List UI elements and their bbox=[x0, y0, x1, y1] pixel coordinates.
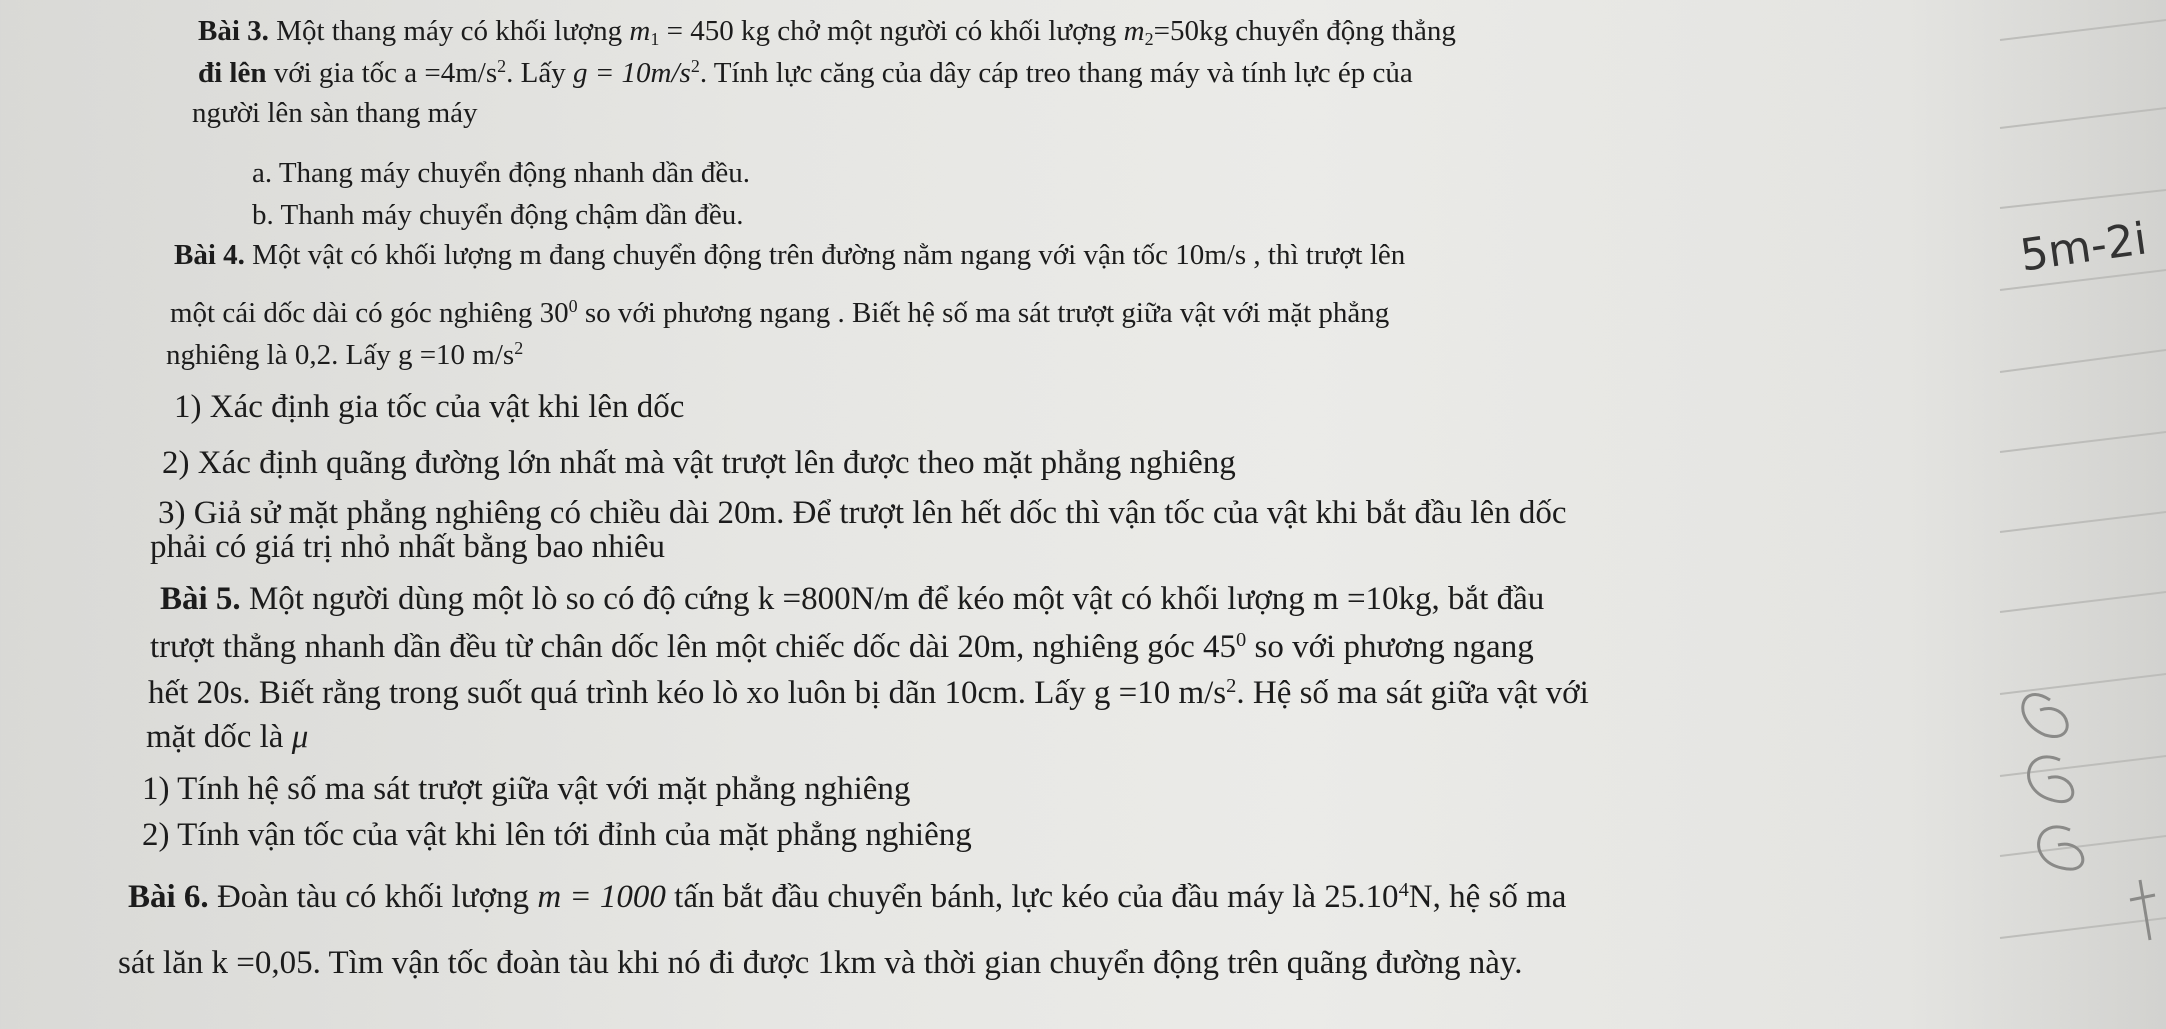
bai4-line-2: một cái dốc dài có góc nghiêng $30^0$ so với phương ngang . Biết hệ số ma sát trượt giữa vật với mặt phẳng bbox=[170, 296, 1390, 329]
bai3-line-2: đi lên với gia tốc $a =4m/s^2$. Lấy $g = 10m/s^2$. Tính lực căng của dây cáp treo thang máy và tính lực ép của bbox=[198, 56, 1413, 89]
bai5-question-2: 2) Tính vận tốc của vật khi lên tới đỉnh của mặt phẳng nghiêng bbox=[142, 817, 972, 853]
bai5-line-1: Bài 5. Một người dùng một lò so có độ cứng k =800N/m để kéo một vật có khối lượng m =10kg, bắt đầu bbox=[160, 581, 1545, 617]
mu-symbol: μ bbox=[291, 719, 309, 755]
bai6-line-2: sát lăn k =0,05. Tìm vận tốc đoàn tàu khi nó đi được 1km và thời gian chuyển động trên quãng đường này. bbox=[118, 945, 1523, 981]
bai4-title: Bài 4. bbox=[174, 239, 245, 271]
bai5-question-1: 1) Tính hệ số ma sát trượt giữa vật với mặt phẳng nghiêng bbox=[142, 771, 911, 807]
bai5-line-2: trượt thẳng nhanh dần đều từ chân dốc lên một chiếc dốc dài 20m, nghiêng góc $45^0$ so với phương ngang bbox=[150, 628, 1534, 665]
bai3-item-b: b. Thanh máy chuyển động chậm dần đều. bbox=[252, 199, 744, 231]
bai5-line-3: hết 20s. Biết rằng trong suốt quá trình kéo lò xo luôn bị dãn 10cm. Lấy g =10 $m/s^2$. Hệ số ma sát giữa vật với bbox=[148, 674, 1589, 711]
pencil-scribbles bbox=[2023, 695, 2155, 940]
bai4-question-1: 1) Xác định gia tốc của vật khi lên dốc bbox=[174, 389, 685, 425]
bai4-line-3: nghiêng là 0,2. Lấy g =10 $m/s^2$ bbox=[166, 338, 524, 371]
bai4-question-2: 2) Xác định quãng đường lớn nhất mà vật trượt lên được theo mặt phẳng nghiêng bbox=[162, 445, 1236, 481]
notebook-margin bbox=[1990, 0, 2166, 1024]
bai5-title: Bài 5. bbox=[160, 581, 241, 617]
bai6-title: Bài 6. bbox=[128, 879, 209, 915]
bai3-item-a: a. Thang máy chuyển động nhanh dần đều. bbox=[252, 157, 750, 189]
bai4-question-3b: phải có giá trị nhỏ nhất bằng bao nhiêu bbox=[150, 529, 666, 565]
bai5-line-4: mặt dốc là μ bbox=[146, 719, 309, 755]
bai3-title: Bài 3. bbox=[198, 15, 269, 47]
bai3-line-3: người lên sàn thang máy bbox=[192, 97, 478, 129]
bai4-line-1: Bài 4. Một vật có khối lượng m đang chuyển động trên đường nằm ngang với vận tốc 10m/s , thì trượt lên bbox=[174, 239, 1406, 271]
bai4-question-3a: 3) Giả sử mặt phẳng nghiêng có chiều dài 20m. Để trượt lên hết dốc thì vận tốc của vật khi bắt đầu lên dốc bbox=[158, 495, 1567, 531]
margin-lines bbox=[1990, 0, 2166, 1024]
bai6-line-1: Bài 6. Đoàn tàu có khối lượng m = 1000 tấn bắt đầu chuyển bánh, lực kéo của đầu máy là 25.10$^4$N, hệ số ma bbox=[128, 878, 1567, 915]
bai3-line-1: Bài 3. Một thang máy có khối lượng m1 = 450 kg chở một người có khối lượng m2=50kg chuyển động thẳng bbox=[198, 15, 1456, 50]
margin-handwritten-note: 5m-2i bbox=[2017, 213, 2150, 282]
